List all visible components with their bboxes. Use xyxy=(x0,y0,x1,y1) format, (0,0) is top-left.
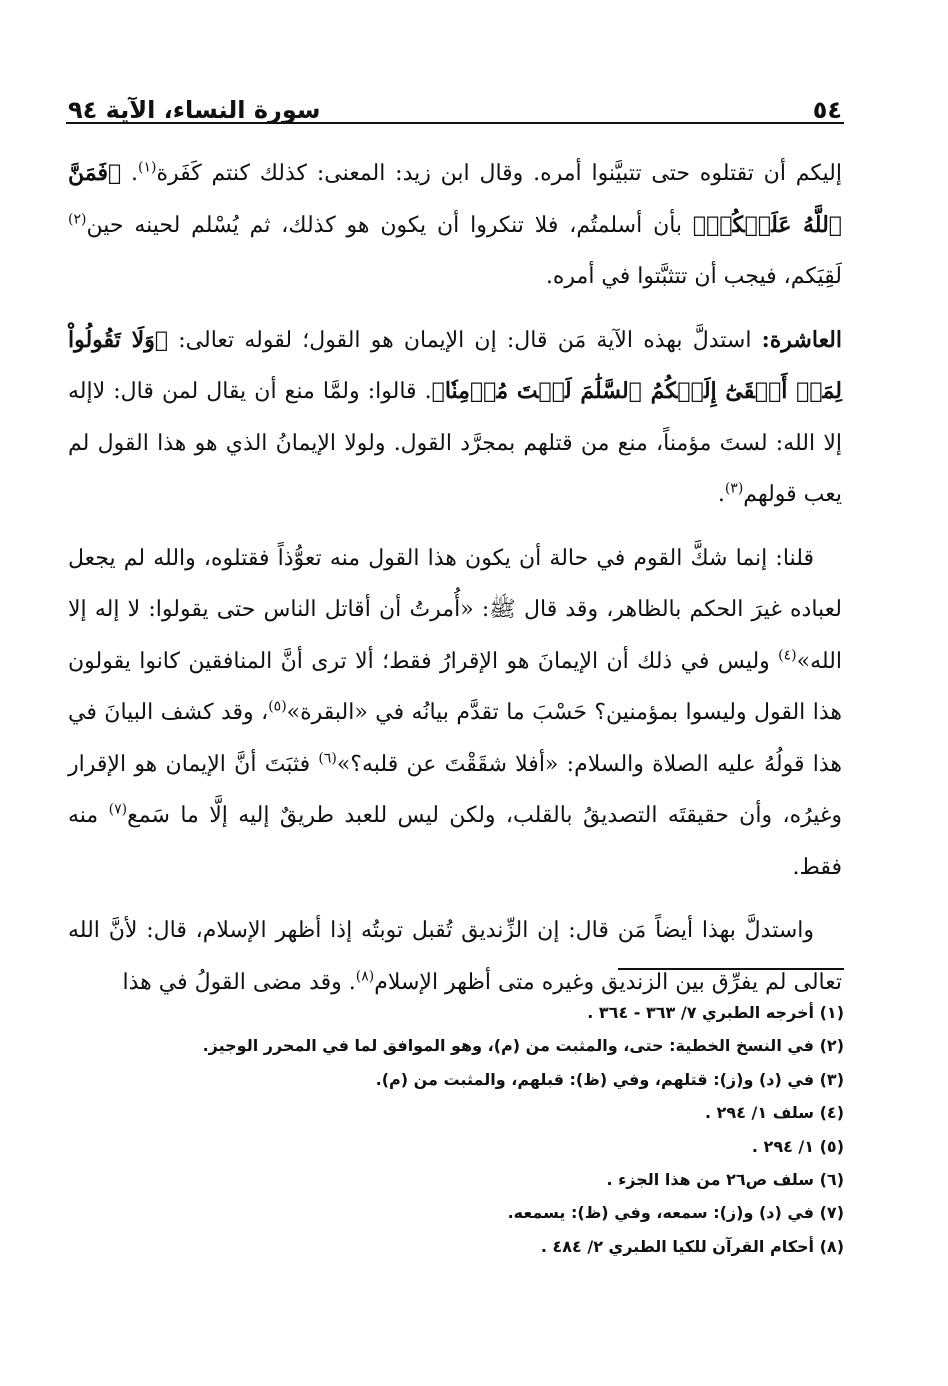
footnote-marker: (٣) xyxy=(724,480,744,497)
section-lead: العاشرة: xyxy=(761,326,842,353)
footnote-6: (٦) سلف ص٢٦ من هذا الجزء . xyxy=(606,1170,844,1190)
footnote-marker: (٧) xyxy=(108,801,128,818)
surah-title: سورة النساء، الآية ٩٤ xyxy=(68,96,321,124)
text-segment: قلنا: إنما شكَّ القوم في حالة أن يكون هذا القول منه تعوُّذاً فقتلوه، والله لم يجعل لعباده غيرَ الحكم بالظاهر، وقد قال ﷺ: «أُمرتُ أن أقاتل الناس حتى يقولوا: لا إله إلا الله» xyxy=(68,545,842,674)
footnote-marker: (٦) xyxy=(318,750,337,767)
text-segment: بأن أسلمتُم، فلا تنكروا أن يكون هو كذلك، ثم يُسْلم لحينه حين xyxy=(86,212,693,238)
text-segment: ، وقد كشف البيانَ في هذا قولُهُ عليه الصلاة والسلام: «أفلا شقَقْتَ عن قلبه؟» xyxy=(68,700,842,777)
footnote-marker: (٨) xyxy=(355,968,375,985)
quran-verse: ﴿وَلَا تَقُولُواْ لِمَنۡ أَلۡقَىٰٓ إِلَيۡكُمُ ٱلسَّلَٰمَ لَسۡتَ مُؤۡمِنٗا﴾ xyxy=(68,326,842,404)
text-segment: . قالوا: ولمَّا منع أن يقال لمن قال: لاإله إلا الله: لستَ مؤمناً، منع من قتلهم بمجرَّد القول. ولولا الإيمانُ الذي هو هذا القول لم يعب قولهم xyxy=(68,379,842,507)
main-text xyxy=(68,148,842,1020)
footnote-7: (٧) في (د) و(ز): سمعه، وفي (ظ): يسمعه. xyxy=(507,1203,844,1223)
footnote-5: (٥) ١/ ٢٩٤ . xyxy=(751,1136,844,1156)
page-number: ٥٤ xyxy=(812,96,842,124)
footnote-marker: (٢) xyxy=(68,211,87,228)
footnote-marker: (٥) xyxy=(268,698,287,715)
paragraph-2 xyxy=(68,315,842,521)
text-segment: . وقد مضى القولُ في هذا xyxy=(122,969,356,995)
text-segment: واستدلَّ بهذا أيضاً مَن قال: إن الزِّنديق تُقبل توبتُه إذا أظهر الإسلام، قال: لأنَّ الله تعالى لم يفرِّق بين الزنديق وغيره متى أظهر الإسلام xyxy=(68,918,842,995)
header-divider xyxy=(66,122,844,124)
footnote-divider xyxy=(618,968,844,970)
footnote-marker: (٤) xyxy=(778,647,797,664)
text-segment: استدلَّ بهذه الآية مَن قال: إن الإيمان هو القول؛ لقوله تعالى: xyxy=(168,327,762,353)
footnotes xyxy=(68,996,844,1263)
footnote-2: (٢) في النسخ الخطية: حتى، والمثبت من (م)، وهو الموافق لما في المحرر الوجيز. xyxy=(202,1036,844,1056)
text-segment: إليكم أن تقتلوه حتى تتبيَّنوا أمره. وقال ابن زيد: المعنى: كذلك كنتم كَفَرة xyxy=(156,161,842,186)
footnote-marker: (١) xyxy=(138,159,157,176)
paragraph-1 xyxy=(68,148,842,303)
text-segment: . xyxy=(121,161,138,186)
paragraph-4 xyxy=(68,905,842,1008)
footnote-1: (١) أخرجه الطبري ٧/ ٣٦٣ - ٣٦٤ . xyxy=(587,1003,844,1022)
text-segment: . xyxy=(717,482,725,507)
text-segment: منه فقط. xyxy=(68,803,842,880)
paragraph-3 xyxy=(68,533,842,894)
text-segment: لَقِيَكم، فيجب أن تتثبَّتوا في أمره. xyxy=(545,264,842,289)
footnote-4: (٤) سلف ١/ ٢٩٤ . xyxy=(705,1103,844,1123)
running-header xyxy=(68,72,842,124)
text-segment: فثبَتَ أنَّ الإيمان هو الإقرار وغيرُه، وأن حقيقتَه التصديقُ بالقلب، ولكن ليس للعبد طريقٌ إليه إلَّا ما سَمع xyxy=(68,751,842,828)
footnote-8: (٨) أحكام القرآن للكيا الطبري ٢/ ٤٨٤ . xyxy=(540,1236,844,1256)
footnote-3: (٣) في (د) و(ز): قتلهم، وفي (ظ): قبلهم، والمثبت من (م). xyxy=(375,1069,844,1089)
text-segment: وليس في ذلك أن الإيمانَ هو الإقرارُ فقط؛ ألا ترى أنَّ المنافقين كانوا يقولون هذا القول وليسوا بمؤمنين؟ حَسْبَ ما تقدَّم بيانُه في «البقرة» xyxy=(68,648,842,725)
quran-verse: ﴿فَمَنَّ ٱللَّهُ عَلَيۡكُمۡ﴾ xyxy=(68,160,843,238)
